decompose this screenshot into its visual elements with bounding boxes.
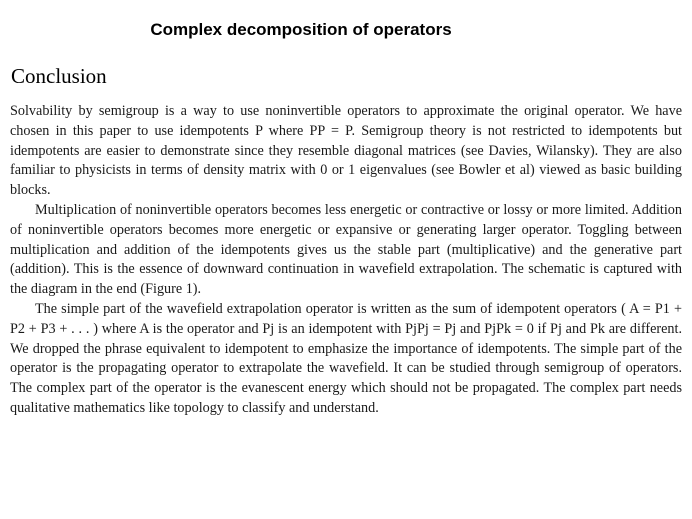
paragraph-simple-part: The simple part of the wavefield extrapolation operator is written as the sum of idempotent operators ( A = P1 + P2 + P3 + . . . ) where A is the operator and Pj is an idempotent with PjPj = Pj and PjPk = 0 if Pj and Pk are different. We dropped the phrase equivalent to idempotent to emphasize the importance of idempotents. The simple part of the operator is the propagating operator to extrapolate the wavefield. It can be studied through semigroup of operators. The complex part of the operator is the evanescent energy which should not be propagated. The complex part needs qualitative mathematics like topology to classify and understand. [10, 300, 682, 416]
slide-title: Complex decomposition of operators [150, 20, 452, 39]
paragraph-solvability: Solvability by semigroup is a way to use noninvertible operators to approximate the original operator. We have chosen in this paper to use idempotents P where PP = P. Semigroup theory is not restricted to idempotents but idempotents are easier to demonstrate since they resemble diagonal matrices (see Davies, Wilansky). They are also familiar to physicists in terms of density matrix with 0 or 1 eigenvalues (see Bowler et al) viewed as basic building blocks. [10, 103, 682, 199]
section-heading: Conclusion [11, 64, 107, 88]
body-text [10, 102, 682, 419]
paragraph-multiplication: Multiplication of noninvertible operators becomes less energetic or contractive or lossy or more limited. Addition of noninvertible operators becomes more energetic or expansive or generating larger operator. Toggling between multiplication and addition of the idempotents gives us the stable part (multiplicative) and the generative part (addition). This is the essence of downward continuation in wavefield extrapolation. The schematic is captured with the diagram in the end (Figure 1). [10, 201, 682, 298]
